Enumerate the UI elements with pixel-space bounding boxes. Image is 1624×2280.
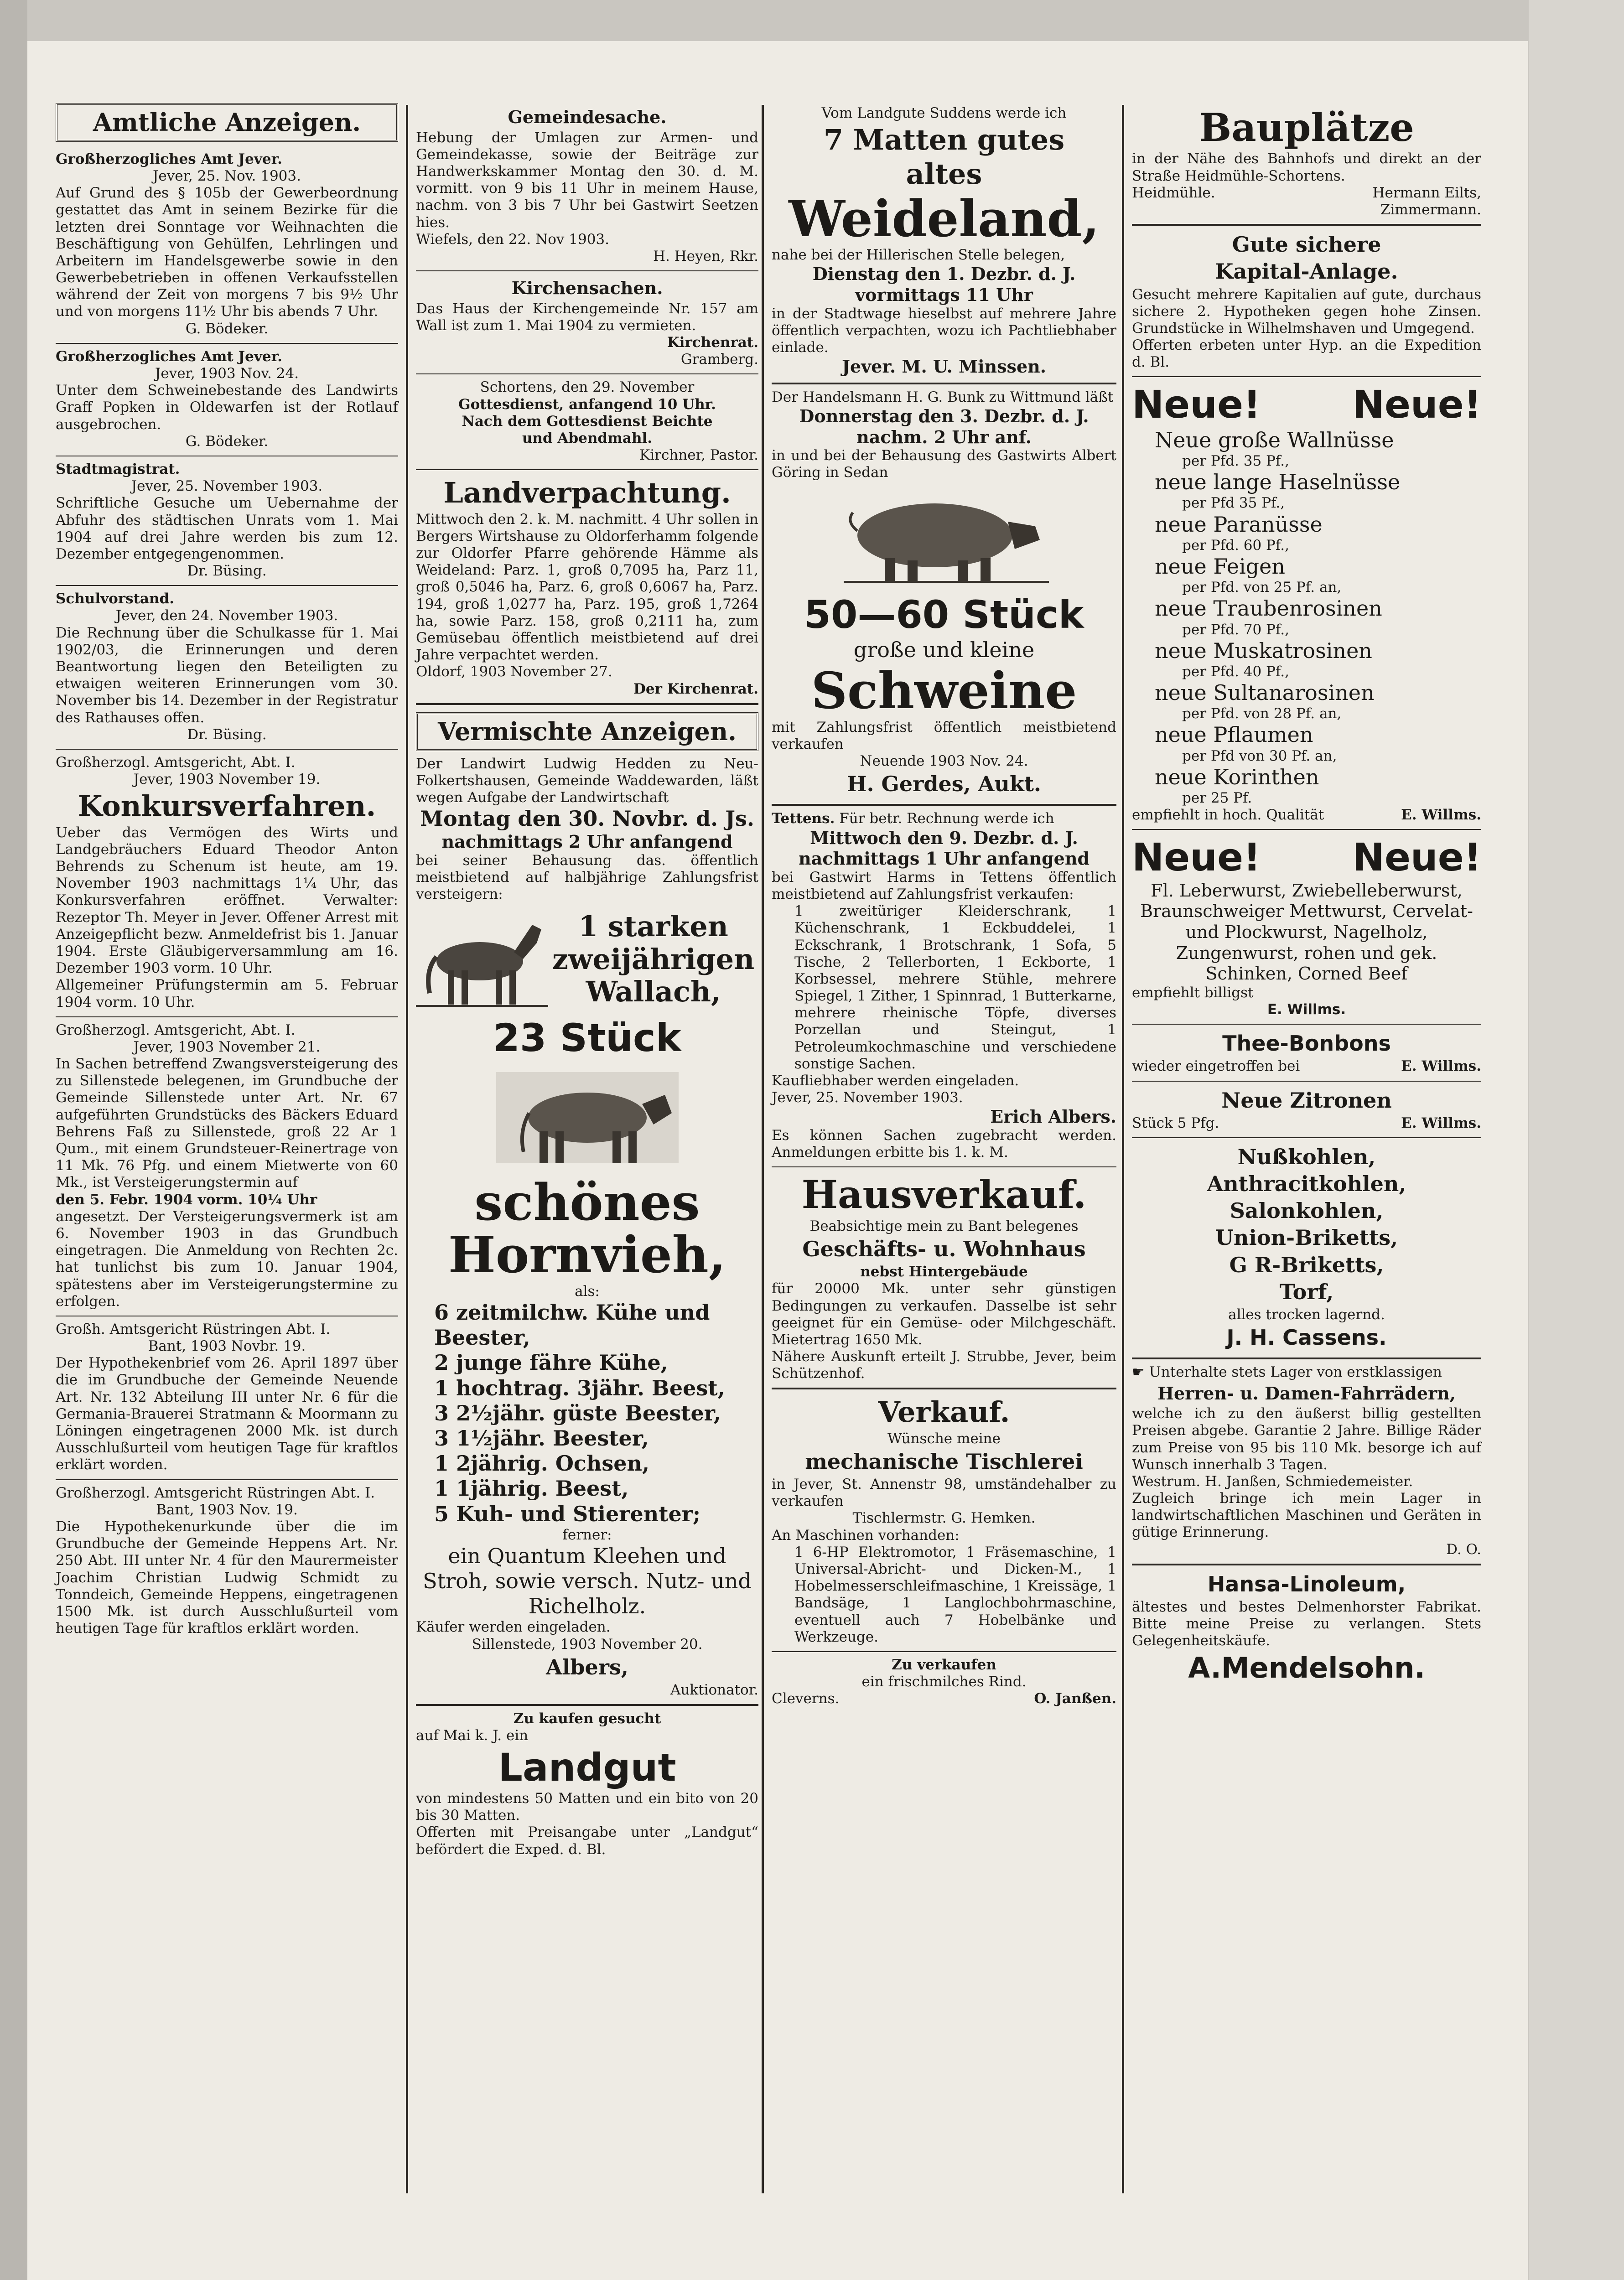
ad-title: Hausverkauf.: [801, 1172, 1087, 1218]
section-heading: Vermischte Anzeigen.: [416, 712, 758, 751]
ad-landgut: [416, 1706, 758, 1864]
list-item: [1132, 765, 1481, 807]
ad-body: Stück 5 Pfg.: [1132, 1114, 1219, 1131]
ad-items: 1 zweitüriger Kleiderschrank, 1 Küchenschrank, 1 Eckbuddelei, 1 Eckschrank, 1 Brotschrank, 1 Sofa, 5 Tische, 2 Tellerborten, 1 Eckborte, 1 Korbsessel, mehrere Stühle, mehrere Spiegel, 1 Zither, 1 Spinnrad, 1 Butterkarne, mehrere rheinische Töpfe, diverses Porzellan und Steingut, 1 Petroleumkochmaschine und verschiedene sonstige Sachen.: [794, 903, 1116, 1072]
ad-line: Salonkohlen,: [1230, 1198, 1384, 1223]
ad-title-left: Neue!: [1132, 382, 1261, 427]
ad-tettens: [772, 806, 1116, 1167]
product-price: per Pfd. 60 Pf.,: [1182, 537, 1289, 554]
ad-signature: Westrum. H. Janßen, Schmiedemeister.: [1132, 1473, 1413, 1490]
ad-wurst: [1132, 830, 1481, 1025]
ad-place: Schortens, den 29. November: [480, 379, 695, 396]
notice-body: Der Hypothekenbrief vom 26. April 1897 über die im Grundbuche der Gemeinde Neuende Art. Nr. 132 Abteilung III unter Nr. 6 für die Germania-Brauerei Stratmann & Moormann zu Löningen eingetragenen 2000 Mk. ist durch Ausschlußurteil vom heutigen Tage für kraftlos erklärt worden.: [56, 1355, 398, 1473]
ad-big: mechanische Tischlerei: [805, 1449, 1083, 1474]
ad-signature: Jever. M. U. Minssen.: [842, 356, 1046, 377]
horse-illustration: [416, 907, 548, 1011]
list-item: [1132, 428, 1481, 470]
ad-line: G R-Briketts,: [1229, 1252, 1384, 1277]
ad-title-right: Neue!: [1352, 382, 1481, 427]
product-price: per Pfd. von 25 Pf. an,: [1182, 579, 1342, 596]
ad-signature: Kirchner, Pastor.: [639, 447, 758, 464]
ad-viehversteigerung: [416, 705, 758, 1706]
ad-title: Kirchensachen.: [511, 278, 663, 299]
notice-office: Großherzogl. Amtsgericht Rüstringen Abt. I.: [56, 1484, 375, 1501]
list-item: [1132, 554, 1481, 596]
column-4: [1126, 100, 1487, 1691]
ad-title: Herren- u. Damen-Fahrrädern,: [1157, 1383, 1456, 1404]
ad-time: nachmittags 2 Uhr anfangend: [441, 831, 733, 852]
ad-line: Union-Briketts,: [1215, 1225, 1398, 1250]
ad-lead: Für betr. Rechnung werde ich: [839, 810, 1054, 827]
notice-body: Unter dem Schweinebestande des Landwirts Graff Popken in Oldewarfen ist der Rotlauf ausgebrochen.: [56, 382, 398, 433]
ad-title-right: Neue!: [1352, 835, 1481, 880]
ad-body-3: mit Zahlungsfrist öffentlich meistbietend verkaufen: [772, 719, 1116, 752]
ad-kapital-anlage: [1132, 226, 1481, 377]
column-rule: [1122, 105, 1124, 2193]
ad-linoleum: [1132, 1565, 1481, 1691]
ad-line: Nußkohlen,: [1237, 1144, 1376, 1169]
product-price: per Pfd von 30 Pf. an,: [1182, 747, 1337, 764]
ad-body: bei Gastwirt Harms in Tettens öffentlich meistbietend auf Zahlungsfrist verkaufen:: [772, 869, 1116, 902]
ad-big-2: altes: [906, 157, 982, 191]
ad-title: Neue Zitronen: [1221, 1088, 1392, 1113]
ad-body: Unterhalte stets Lager von erstklassigen: [1149, 1364, 1442, 1381]
ad-body: Gesucht mehrere Kapitalien auf gute, durchaus sichere 2. Hypotheken gegen hohe Zinsen. Grundstücke in Wilhelmshaven und Umgegend.: [1132, 286, 1481, 337]
product-price: per Pfd. 40 Pf.,: [1182, 663, 1289, 680]
ad-line: und Abendmahl.: [522, 430, 653, 446]
livestock-list: [416, 1300, 758, 1527]
notice-body: Ueber das Vermögen des Wirts und Landgebräuchers Eduard Theodor Anton Behrends zu Schenum ist heute, am 19. November 1903 nachmittags 1¼ Uhr, das Konkursverfahren eröffnet. Verwalter: Rezeptor Th. Meyer in Jever. Offener Arrest mit Anzeigepflicht bezw. Anmeldefrist bis 1. Januar 1904. Erste Gläubigerversammlung am 16. Dezember 1903 vorm. 10 Uhr.: [56, 824, 398, 977]
notice-schulvorstand: [56, 586, 398, 750]
ad-body: wieder eingetroffen bei: [1132, 1058, 1300, 1075]
ad-line: Nach dem Gottesdienst Beichte: [462, 413, 713, 430]
ad-title: Hansa-Linoleum,: [1207, 1571, 1406, 1596]
ad-title: Gute sichere: [1232, 232, 1381, 257]
list-item: [1132, 680, 1481, 722]
ad-signature-2: Gramberg.: [680, 351, 758, 368]
notice-office: Großh. Amtsgericht Rüstringen Abt. I.: [56, 1321, 331, 1337]
notice-date: Jever, 1903 Nov. 24.: [155, 365, 299, 382]
notice-title: Konkursverfahren.: [78, 789, 376, 823]
list-item: 6 zeitmilchw. Kühe und Beester,: [434, 1300, 710, 1350]
column-1: [50, 100, 404, 1643]
ad-signature: Hermann Eilts,: [1372, 184, 1481, 201]
ad-body-3: Nähere Auskunft erteilt J. Strubbe, Jever, beim Schützenhof.: [772, 1348, 1116, 1382]
ad-initials: D. O.: [1446, 1541, 1481, 1558]
notice-deadline: den 5. Febr. 1904 vorm. 10¼ Uhr: [56, 1191, 317, 1208]
notice-signature: G. Bödeker.: [185, 320, 269, 337]
list-item: 3 2½jähr. güste Beester,: [434, 1400, 721, 1425]
ad-signature: H. Heyen, Rkr.: [653, 248, 758, 264]
product-name: neue Traubenrosinen: [1155, 596, 1382, 621]
ad-date: Montag den 30. Novbr. d. Js.: [420, 806, 754, 831]
notice-amt-jever: [56, 146, 398, 344]
product-price: per 25 Pf.: [1182, 790, 1252, 807]
ad-body-2: welche ich zu den äußerst billig gestellten Preisen abgebe. Garantie 2 Jahre. Billige Räder zum Preise von 95 bis 110 Mk. besorge ich auf Wunsch innerhalb 3 Tagen.: [1132, 1405, 1481, 1473]
ad-hausverkauf: [772, 1167, 1116, 1389]
ad-schweine: [772, 384, 1116, 806]
cow-illustration: [496, 1063, 679, 1172]
ad-items: 1 6-HP Elektromotor, 1 Fräsemaschine, 1 Universal-Abricht- und Dicken-M., 1 Hobelmesserschleifmaschine, 1 Kreissäge, 1 Bandsäge, 1 Langlochbohrmaschine, eventuell auch 7 Hobelbänke und Werkzeuge.: [794, 1544, 1116, 1645]
ad-signature: E. Willms.: [1267, 1001, 1346, 1018]
list-item: [1132, 596, 1481, 638]
ad-note: Es können Sachen zugebracht werden. Anmeldungen erbitte bis 1. k. M.: [772, 1127, 1116, 1161]
ad-lead: Vom Landgute Suddens werde ich: [821, 105, 1067, 121]
ad-time: nachmittags 1 Uhr anfangend: [798, 848, 1090, 869]
notice-body-2: Allgemeiner Prüfungstermin am 5. Februar 1904 vorm. 10 Uhr.: [56, 977, 398, 1010]
list-item: [1132, 512, 1481, 554]
ad-signature: H. Gerdes, Aukt.: [847, 772, 1041, 797]
notice-office: Großherzogliches Amt Jever.: [56, 150, 282, 167]
notice-body: Auf Grund des § 105b der Gewerbeordnung gestattet das Amt in seinem Bezirke für die letzten drei Sonntage vor Weihnachten die Beschäftigung von Gehülfen, Lehrlingen und Arbeitern im Handelsgewerbe sowie in den Gewerbebetrieben in offenen Verkaufsstellen während der Zeit von morgens 7 bis 9½ Uhr und von morgens 11½ Uhr bis abends 7 Uhr.: [56, 185, 398, 320]
ad-title: schönes Hornvieh,: [448, 1172, 726, 1285]
ad-place: Sillenstede, 1903 November 20.: [472, 1636, 703, 1653]
ad-place: Heidmühle.: [1132, 184, 1215, 201]
ad-title: Gottesdienst, anfangend 10 Uhr.: [458, 396, 716, 413]
product-name: neue lange Haselnüsse: [1155, 470, 1401, 495]
product-name: neue Feigen: [1155, 554, 1285, 579]
ad-buyers: Käufer werden eingeladen.: [416, 1619, 611, 1636]
ad-signature: O. Janßen.: [1034, 1690, 1116, 1707]
notice-date: Jever, den 24. November 1903.: [115, 607, 338, 624]
notice-rotlauf: [56, 344, 398, 456]
product-price: per Pfd. von 28 Pf. an,: [1182, 705, 1342, 722]
ad-body-2: für 20000 Mk. unter sehr günstigen Bedingungen zu verkaufen. Dasselbe ist sehr geeignet für ein Gemüse- oder Milchgeschäft. Mietertrag 1650 Mk.: [772, 1280, 1116, 1348]
ad-title: Bauplätze: [1199, 105, 1414, 150]
notice-body: Die Rechnung über die Schulkasse für 1. Mai 1902/03, die Erinnerungen und deren Beantwortung liegen den Beteiligten zu etwaigen weiteren Erinnerungen vom 30. November bis 14. Dezember in der Registratur des Rathauses offen.: [56, 624, 398, 726]
ad-signature: E. Willms.: [1401, 1114, 1481, 1131]
notice-office: Großherzogl. Amtsgericht, Abt. I.: [56, 1021, 296, 1038]
notice-office: Stadtmagistrat.: [56, 461, 180, 477]
ad-body-3: Zugleich bringe ich mein Lager in landwirtschaftlichen Maschinen und Geräten in gütige Erinnerung.: [1132, 1490, 1481, 1541]
ad-head: Zu kaufen gesucht: [513, 1710, 661, 1727]
notice-body: In Sachen betreffend Zwangsversteigerung des zu Sillenstede belegenen, im Grundbuche der Gemeinde Sillenstede unter Art. Nr. 67 aufgeführten Grundstücks des Bäckers Eduard Behrens Faß zu Sillenstede, groß 22 Ar 1 Qum., mit einem Grundsteuer-Reinertrage von 11 Mk. 76 Pfg. und einem Mietwerte von 60 Mk., ist Versteigerungstermin auf: [56, 1056, 398, 1191]
list-item: [1132, 722, 1481, 764]
ad-item-horse: 1 starken zweijährigen Wallach,: [552, 910, 755, 1009]
ad-sub: nebst Hintergebäude: [860, 1264, 1028, 1280]
ad-zitronen: [1132, 1082, 1481, 1138]
ad-bauplaetze: [1132, 100, 1481, 226]
ad-body-2: bei seiner Behausung das. öffentlich meistbietend auf halbjährige Zahlungsfrist versteigern:: [416, 852, 758, 903]
product-price: per Pfd. 70 Pf.,: [1182, 621, 1289, 638]
product-name: neue Muskatrosinen: [1155, 638, 1372, 663]
ad-body-2: in Jever, St. Annenstr 98, umständehalber zu verkaufen: [772, 1476, 1116, 1510]
ad-tischlerei: [772, 1389, 1116, 1652]
product-list: [1132, 428, 1481, 807]
ad-place-2: Jever, 25. November 1903.: [772, 1089, 963, 1106]
notice-office: Großherzogl. Amtsgericht, Abt. I.: [56, 754, 296, 771]
ad-when: auf Mai k. J. ein: [416, 1727, 529, 1744]
ad-body: Wünsche meine: [887, 1430, 1001, 1447]
ad-gottesdienst: [416, 374, 758, 470]
ad-big: Geschäfts- u. Wohnhaus: [802, 1236, 1086, 1261]
notice-signature: G. Bödeker.: [185, 433, 269, 450]
notice-stadtmagistrat: [56, 456, 398, 586]
product-name: Neue große Wallnüsse: [1155, 427, 1394, 452]
ad-signature: Der Kirchenrat.: [633, 680, 758, 697]
notice-date: Bant, 1903 Novbr. 19.: [148, 1338, 306, 1355]
product-price: per Pfd 35 Pf.,: [1182, 495, 1285, 512]
ad-signature: Kirchenrat.: [667, 334, 758, 351]
ad-gemeindesache: [416, 100, 758, 271]
product-name: neue Pflaumen: [1155, 722, 1313, 747]
ad-extra: ein Quantum Kleehen und Stroh, sowie versch. Nutz- und Richelholz.: [423, 1543, 752, 1619]
list-item: [1132, 638, 1481, 680]
pointing-hand-icon: ☛: [1132, 1364, 1149, 1381]
column-rule: [406, 105, 408, 2193]
product-name: neue Sultanarosinen: [1155, 680, 1375, 705]
ad-body-2: in der Stadtwage hieselbst auf mehrere Jahre öffentlich verpachten, wozu ich Pachtliebhaber einlade.: [772, 305, 1116, 356]
ad-title: Weideland,: [789, 189, 1100, 248]
ad-date: Mittwoch den 9. Dezbr. d. J.: [810, 827, 1078, 848]
ad-body: Mittwoch den 2. k. M. nachmitt. 4 Uhr sollen in Bergers Wirtshause zu Oldorferhamm folgende zur Oldorfer Pfarre gehörende Hämme als Weideland: Parz. 1, groß 0,7095 ha, Parz 11, groß 0,5046 ha, Parz. 6, groß 0,6067 ha, Parz. 194, groß 1,0277 ha, Parz. 195, groß 1,7264 ha, sowie Parz. 158, groß 0,2111 ha, zum Gemüsebau öffentlich meistbietend auf drei Jahre verpachtet werden.: [416, 511, 758, 663]
pig-illustration: [835, 485, 1053, 590]
notice-date: Bant, 1903 Nov. 19.: [156, 1501, 298, 1518]
ad-place: Tettens.: [772, 810, 835, 827]
column-2: [410, 100, 764, 1864]
ad-signature: J. H. Cassens.: [1226, 1325, 1387, 1350]
ad-line: Anthracitkohlen,: [1207, 1171, 1406, 1197]
ad-sub: große und kleine: [853, 637, 1035, 662]
notice-zwangsversteigerung: [56, 1017, 398, 1316]
ad-buyers: Kaufliebhaber werden eingeladen.: [772, 1073, 1019, 1089]
product-price: per Pfd. 35 Pf.,: [1182, 453, 1289, 470]
ad-date: Donnerstag den 3. Dezbr. d. J.: [799, 406, 1089, 426]
list-item: 2 junge fähre Kühe,: [434, 1350, 668, 1375]
ad-signature: A.Mendelsohn.: [1188, 1651, 1425, 1684]
ad-big-1: 7 Matten gutes: [823, 123, 1065, 157]
notice-body: Die Hypothekenurkunde über die im Grundbuche der Gemeinde Heppens Art. Nr. 250 Abt. III unter Nr. 4 für den Maurermeister Joachim Christian Ludwig Schmidt zu Tonndeich, Gemeinde Heppens, eingetragenen 1500 Mk. ist durch Ausschlußurteil vom heutigen Tage für kraftlos erklärt worden.: [56, 1518, 398, 1637]
ad-title: Schweine: [811, 661, 1077, 720]
notice-hypothekenbrief: [56, 1316, 398, 1480]
ad-nuesse: [1132, 377, 1481, 830]
notice-signature: Dr. Büsing.: [187, 726, 267, 743]
notice-date: Jever, 25. Nov. 1903.: [153, 167, 301, 184]
ad-body-2: in und bei der Behausung des Gastwirts Albert Göring in Sedan: [772, 447, 1116, 481]
section-heading: Amtliche Anzeigen.: [56, 103, 398, 142]
ad-title-left: Neue!: [1132, 835, 1261, 880]
ad-body: von mindestens 50 Matten und ein bito von 20 bis 30 Matten.: [416, 1790, 758, 1824]
ad-body: Beabsichtige mein zu Bant belegenes: [809, 1218, 1079, 1234]
list-item: 3 1½jähr. Beester,: [434, 1425, 649, 1451]
notice-signature: Dr. Büsing.: [187, 563, 267, 580]
ad-place: Cleverns.: [772, 1690, 840, 1707]
product-name: neue Korinthen: [1155, 764, 1319, 789]
ad-title: Thee-Bonbons: [1222, 1031, 1391, 1056]
ad-body: nahe bei der Hillerischen Stelle belegen,: [772, 247, 1065, 264]
ad-role: Zimmermann.: [1380, 201, 1481, 218]
ad-signature: Albers,: [546, 1654, 628, 1679]
scan-margin: [1529, 0, 1624, 2280]
ad-signature: E. Willms.: [1401, 807, 1481, 824]
notice-date: Jever, 25. November 1903.: [131, 478, 323, 495]
ad-time: vormittags 11 Uhr: [855, 285, 1033, 306]
ad-time: nachm. 2 Uhr anf.: [856, 426, 1032, 447]
ad-body: Der Handelsmann H. G. Bunk zu Wittmund läßt: [772, 389, 1114, 405]
binding-edge: [0, 0, 27, 2280]
ad-place: Oldorf, 1903 November 27.: [416, 663, 612, 680]
list-item: 1 hochtrag. 3jähr. Beest,: [434, 1375, 725, 1400]
list-item: [1132, 470, 1481, 512]
notice-hypothekenurkunde: [56, 1480, 398, 1643]
ad-date: Dienstag den 1. Dezbr. d. J.: [812, 264, 1076, 285]
ad-body-3: An Maschinen vorhanden:: [772, 1527, 960, 1544]
notice-konkurs: [56, 750, 398, 1017]
ad-title: Landgut: [498, 1745, 676, 1790]
ad-signature: E. Willms.: [1401, 1058, 1481, 1075]
ad-body: Der Landwirt Ludwig Hedden zu Neu-Folkertshausen, Gemeinde Waddewarden, läßt wegen Aufgabe der Landwirtschaft: [416, 755, 758, 806]
product-name: neue Paranüsse: [1155, 512, 1323, 537]
list-item: 5 Kuh- und Stierenter;: [434, 1501, 700, 1526]
ad-recommend: empfiehlt billigst: [1132, 984, 1254, 1001]
ad-body: Hebung der Umlagen zur Armen- und Gemeindekasse, sowie der Beiträge zur Handwerkskammer Montag den 30. d. M. vormitt. von 9 bis 11 Uhr in meinem Hause, nachm. von 3 bis 7 Uhr bei Gastwirt Seetzen hies.: [416, 129, 758, 231]
ad-recommend: empfiehlt in hoch. Qualität: [1132, 807, 1324, 824]
ad-kirchensachen: [416, 271, 758, 374]
ad-body: Das Haus der Kirchengemeinde Nr. 157 am Wall ist zum 1. Mai 1904 zu vermieten.: [416, 300, 758, 334]
ad-body: ein frischmilches Rind.: [861, 1674, 1027, 1690]
ad-body: Fl. Leberwurst, Zwiebelleberwurst, Braunschweiger Mettwurst, Cervelat- und Plockwurst, Nagelholz, Zungenwurst, rohen und gek. Schinken, Corned Beef: [1140, 880, 1473, 984]
ad-title-2: Kapital-Anlage.: [1215, 259, 1398, 284]
ad-count: 50—60 Stück: [804, 592, 1084, 637]
ad-body-2: Offerten mit Preisangabe unter „Landgut“ befördert die Exped. d. Bl.: [416, 1824, 758, 1858]
ad-body-2: Offerten erbeten unter Hyp. an die Expedition d. Bl.: [1132, 337, 1481, 371]
ad-weideland: [772, 100, 1116, 384]
notice-date: Jever, 1903 November 21.: [133, 1038, 321, 1055]
ad-count: 23 Stück: [493, 1016, 681, 1061]
notice-body: Schriftliche Gesuche um Uebernahme der Abfuhr des städtischen Unrats vom 1. Mai 1904 auf drei Jahre werden bis zum 12. Dezember entgegengenommen.: [56, 495, 398, 562]
ad-title: Verkauf.: [878, 1395, 1010, 1429]
list-item: 1 2jährig. Ochsen,: [434, 1451, 649, 1476]
ad-head: Zu verkaufen: [892, 1656, 996, 1673]
ad-place: Wiefels, den 22. Nov 1903.: [416, 231, 609, 248]
ad-thee-bonbons: [1132, 1025, 1481, 1081]
notice-body-2: angesetzt. Der Versteigerungsvermerk ist am 6. November 1903 in das Grundbuch eingetragen. Die Anmeldung von Rechten 2c. hat tunlichst bis zum 10. Januar 1904, spätestens aber im Versteigerungstermine zu erfolgen.: [56, 1208, 398, 1310]
ad-signature: Tischlermstr. G. Hemken.: [852, 1510, 1036, 1527]
ad-body: alles trocken lagernd.: [1228, 1306, 1385, 1323]
ad-als: als:: [575, 1283, 600, 1300]
ad-rind: [772, 1652, 1116, 1713]
ad-landverpachtung: [416, 470, 758, 705]
column-3: [766, 100, 1122, 1713]
ad-kohlen: [1132, 1138, 1481, 1360]
ad-body: ältestes und bestes Delmenhorster Fabrikat. Bitte meine Preise zu verlangen. Stets Gelegenheitskäufe.: [1132, 1599, 1481, 1649]
notice-office: Schulvorstand.: [56, 591, 175, 607]
ad-fahrraeder: [1132, 1359, 1481, 1565]
ad-line: Torf,: [1279, 1279, 1334, 1304]
ad-title: Landverpachtung.: [443, 476, 731, 510]
ad-ferner: ferner:: [562, 1526, 612, 1543]
ad-title: Gemeindesache.: [508, 107, 667, 127]
ad-place: Neuende 1903 Nov. 24.: [860, 753, 1028, 770]
ad-body: in der Nähe des Bahnhofs und direkt an der Straße Heidmühle-Schortens.: [1132, 150, 1481, 184]
ad-signature: Erich Albers.: [990, 1106, 1116, 1127]
list-item: 1 1jährig. Beest,: [434, 1476, 629, 1501]
notice-date: Jever, 1903 November 19.: [133, 771, 321, 788]
ad-role: Auktionator.: [670, 1682, 758, 1699]
notice-office: Großherzogliches Amt Jever.: [56, 348, 282, 365]
